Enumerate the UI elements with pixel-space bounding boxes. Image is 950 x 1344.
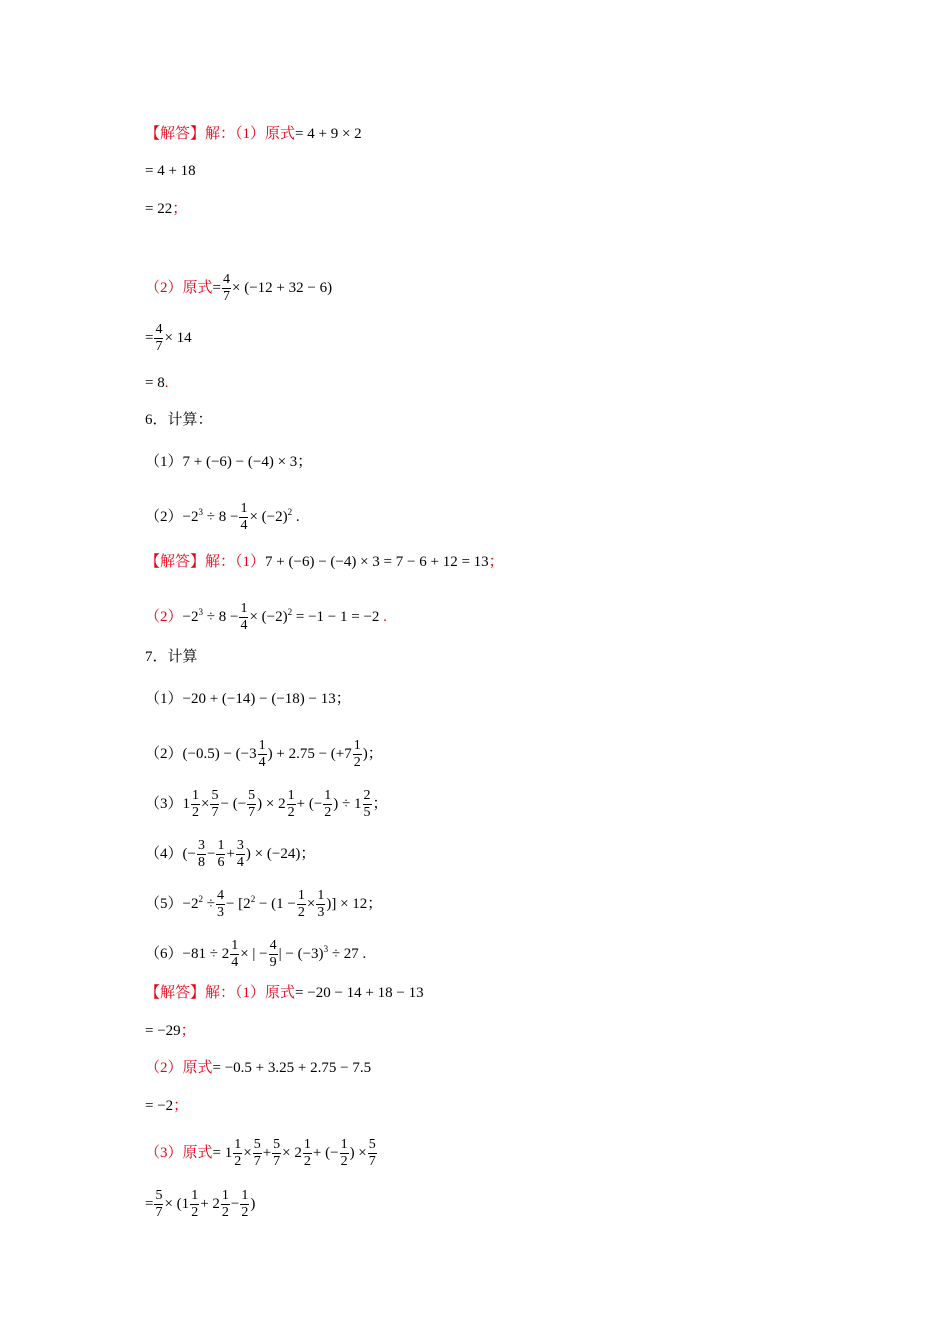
math-expr: (−0.5) − (−3 xyxy=(182,745,257,762)
math-expr: = −20 − 14 + 18 − 13 xyxy=(295,985,424,1001)
denominator: 7 xyxy=(253,1154,261,1169)
denominator: 2 xyxy=(241,1205,249,1220)
denominator: 2 xyxy=(287,805,295,820)
numerator: 1 xyxy=(303,1137,311,1152)
fraction xyxy=(287,788,296,821)
part-label: （1）原式 xyxy=(235,126,296,142)
exponent: 2 xyxy=(250,893,256,904)
math-expr: × xyxy=(201,795,210,812)
numerator: 1 xyxy=(317,888,325,903)
fraction xyxy=(272,1137,281,1170)
q7-item-4 xyxy=(145,838,315,871)
q7-title xyxy=(145,647,198,667)
math-expr: ) xyxy=(250,1195,256,1212)
numerator: 5 xyxy=(248,788,256,803)
fraction xyxy=(239,601,248,634)
math-expr: 7 + (−6) − (−4) × 3 xyxy=(182,454,298,470)
math-expr: = 22 xyxy=(145,201,173,217)
fraction xyxy=(239,501,248,534)
math-expr: = −2 xyxy=(145,1098,174,1114)
numerator: 5 xyxy=(211,788,219,803)
math-expr: ÷ 8 − xyxy=(206,608,239,625)
denominator: 4 xyxy=(236,855,244,870)
numerator: 1 xyxy=(241,1188,249,1203)
fraction xyxy=(253,1137,262,1170)
fraction xyxy=(197,838,206,871)
q6-item-2 xyxy=(145,501,300,534)
denominator: 3 xyxy=(216,905,224,920)
numerator: 3 xyxy=(236,838,244,853)
q6-item-1 xyxy=(145,452,312,472)
math-expr: + 2 xyxy=(200,1195,220,1212)
fraction xyxy=(191,788,200,821)
math-expr: − (− xyxy=(220,795,247,812)
denominator: 9 xyxy=(269,955,277,970)
math-expr: × 2 xyxy=(282,1144,302,1161)
numerator: 4 xyxy=(155,322,163,337)
math-expr: = xyxy=(145,329,154,346)
math-expr: × | − xyxy=(240,945,268,962)
q7-answer-2 xyxy=(145,1058,371,1078)
math-expr: + xyxy=(262,1144,272,1161)
exponent: 3 xyxy=(198,606,203,617)
denominator: 2 xyxy=(324,805,332,820)
fraction xyxy=(236,838,245,871)
denominator: 5 xyxy=(363,805,371,820)
punct: . xyxy=(383,608,387,625)
punct: . xyxy=(295,508,300,525)
part-label: （2）原式 xyxy=(145,1060,213,1076)
fraction xyxy=(230,938,239,971)
numerator: 1 xyxy=(234,1137,242,1152)
punct: ； xyxy=(297,454,313,470)
punct: ； xyxy=(173,1098,189,1114)
q7-answer-1 xyxy=(145,983,424,1003)
denominator: 4 xyxy=(240,618,248,633)
question-title: 6．计算： xyxy=(145,412,213,428)
math-expr: ) × xyxy=(349,1144,367,1161)
numerator: 1 xyxy=(258,738,266,753)
math-expr: −2 xyxy=(182,608,199,625)
math-expr: + (− xyxy=(312,1144,339,1161)
question-title: 7．计算 xyxy=(145,649,198,665)
numerator: 1 xyxy=(240,601,248,616)
numerator: 1 xyxy=(240,501,248,516)
math-expr: × xyxy=(306,895,316,912)
punct: ； xyxy=(335,691,351,707)
answer-label: 【解答】解： xyxy=(145,554,236,570)
fraction xyxy=(154,1188,163,1221)
fraction xyxy=(363,788,372,821)
math-expr: + xyxy=(226,845,235,862)
math-expr: ) xyxy=(362,745,368,762)
item-label: （5） xyxy=(145,895,183,912)
math-expr: 7 + (−6) − (−4) × 3 = 7 − 6 + 12 = 13 xyxy=(265,554,489,570)
fraction xyxy=(210,788,219,821)
denominator: 2 xyxy=(192,805,200,820)
exponent: 3 xyxy=(323,943,329,954)
q6-title xyxy=(145,410,213,430)
fraction xyxy=(340,1137,349,1170)
math-expr: 1 xyxy=(182,795,191,812)
math-expr: = −29 xyxy=(145,1023,181,1039)
math-expr: ÷ 27 xyxy=(331,945,359,962)
q5-answer-line-5 xyxy=(145,322,192,355)
math-expr: ) + 2.75 − (+7 xyxy=(267,745,352,762)
fraction xyxy=(216,888,225,921)
denominator: 2 xyxy=(303,1154,311,1169)
math-expr: = 4 + 9 × 2 xyxy=(295,126,362,142)
math-expr: = 8 xyxy=(145,375,165,391)
punct: ； xyxy=(300,845,316,862)
numerator: 2 xyxy=(363,788,371,803)
item-label: （1） xyxy=(145,454,183,470)
part-label: （3）原式 xyxy=(145,1144,213,1161)
numerator: 4 xyxy=(222,272,230,287)
numerator: 5 xyxy=(368,1137,376,1152)
answer-label: 【解答】解： xyxy=(145,985,236,1001)
punct: . xyxy=(362,945,367,962)
math-expr: = xyxy=(212,279,221,296)
numerator: 1 xyxy=(353,738,361,753)
math-expr: −81 ÷ 2 xyxy=(182,945,230,962)
punct: ； xyxy=(488,554,504,570)
denominator: 2 xyxy=(353,755,361,770)
denominator: 2 xyxy=(221,1205,229,1220)
math-expr: × (−12 + 32 − 6) xyxy=(231,279,333,296)
math-expr: − xyxy=(230,1195,240,1212)
q7-item-3 xyxy=(145,788,388,821)
fraction xyxy=(323,788,332,821)
denominator: 3 xyxy=(317,905,325,920)
item-label: （2） xyxy=(145,508,183,525)
numerator: 1 xyxy=(324,788,332,803)
fraction xyxy=(190,1188,199,1221)
math-expr: − [2 xyxy=(225,895,251,912)
math-expr: ) × 2 xyxy=(257,795,286,812)
fraction xyxy=(247,788,256,821)
math-expr: = 4 + 18 xyxy=(145,163,196,179)
denominator: 7 xyxy=(211,805,219,820)
denominator: 4 xyxy=(231,955,239,970)
fraction xyxy=(303,1137,312,1170)
math-expr: × (−2) xyxy=(249,608,288,625)
numerator: 1 xyxy=(192,788,200,803)
math-expr: ÷ 8 − xyxy=(206,508,239,525)
exponent: 2 xyxy=(287,506,293,517)
math-expr: −2 xyxy=(182,508,199,525)
denominator: 4 xyxy=(240,518,248,533)
item-label: （1） xyxy=(145,691,183,707)
denominator: 2 xyxy=(340,1154,348,1169)
q7-answer-2b xyxy=(145,1096,188,1116)
exponent: 3 xyxy=(198,506,203,517)
numerator: 1 xyxy=(297,888,305,903)
math-expr: − xyxy=(206,845,216,862)
math-expr: ) ÷ 1 xyxy=(333,795,362,812)
math-expr: = −1 − 1 = −2 xyxy=(295,608,380,625)
denominator: 7 xyxy=(248,805,256,820)
denominator: 6 xyxy=(217,855,225,870)
fraction xyxy=(269,938,278,971)
math-expr: − (1 − xyxy=(258,895,296,912)
fraction xyxy=(297,888,306,921)
denominator: 2 xyxy=(297,905,305,920)
q7-item-1 xyxy=(145,689,351,709)
math-expr: ÷ xyxy=(206,895,215,912)
fraction xyxy=(216,838,225,871)
q7-item-2 xyxy=(145,738,383,771)
fraction xyxy=(353,738,362,771)
math-expr: = xyxy=(145,1195,154,1212)
fraction xyxy=(316,888,325,921)
fraction xyxy=(154,322,163,355)
math-expr: = −0.5 + 3.25 + 2.75 − 7.5 xyxy=(212,1060,372,1076)
math-expr: )] × 12 xyxy=(326,895,368,912)
fraction xyxy=(368,1137,377,1170)
exponent: 2 xyxy=(198,893,203,904)
q5-answer-line-6 xyxy=(145,373,168,393)
part-label: （2） xyxy=(145,608,183,625)
denominator: 8 xyxy=(197,855,205,870)
denominator: 7 xyxy=(155,339,163,354)
punct: ； xyxy=(372,795,388,812)
denominator: 2 xyxy=(234,1154,242,1169)
q7-answer-3 xyxy=(145,1137,378,1170)
fraction xyxy=(233,1137,242,1170)
math-expr: −2 xyxy=(182,895,199,912)
punct: ； xyxy=(367,895,383,912)
numerator: 1 xyxy=(340,1137,348,1152)
fraction xyxy=(222,272,231,305)
q6-answer-2 xyxy=(145,601,387,634)
math-expr: −20 + (−14) − (−18) − 13 xyxy=(182,691,336,707)
q7-answer-1b xyxy=(145,1021,196,1041)
numerator: 1 xyxy=(231,938,239,953)
item-label: （3） xyxy=(145,795,183,812)
fraction xyxy=(221,1188,230,1221)
numerator: 4 xyxy=(269,938,277,953)
denominator: 7 xyxy=(155,1205,163,1220)
math-expr: + (− xyxy=(296,795,323,812)
q6-answer-1 xyxy=(145,552,504,572)
math-expr: ) × (−24) xyxy=(245,845,301,862)
math-expr: = 1 xyxy=(212,1144,233,1161)
math-expr: × xyxy=(243,1144,252,1161)
math-expr: × (1 xyxy=(164,1195,190,1212)
math-expr: (− xyxy=(182,845,196,862)
denominator: 2 xyxy=(191,1205,199,1220)
q5-answer-line-1 xyxy=(145,124,362,144)
part-label: （1） xyxy=(235,554,266,570)
part-label: （1）原式 xyxy=(235,985,296,1001)
math-expr: × 14 xyxy=(164,329,192,346)
punct: . xyxy=(164,375,169,391)
q7-item-6 xyxy=(145,938,366,971)
numerator: 1 xyxy=(221,1188,229,1203)
numerator: 5 xyxy=(253,1137,261,1152)
denominator: 7 xyxy=(222,289,230,304)
math-expr: | − (−3) xyxy=(278,945,324,962)
denominator: 7 xyxy=(368,1154,376,1169)
q5-answer-line-2 xyxy=(145,161,196,181)
q5-answer-line-4 xyxy=(145,272,332,305)
numerator: 1 xyxy=(191,1188,199,1203)
item-label: （2） xyxy=(145,745,183,762)
numerator: 4 xyxy=(216,888,224,903)
fraction xyxy=(258,738,267,771)
item-label: （6） xyxy=(145,945,183,962)
exponent: 2 xyxy=(287,606,293,617)
numerator: 3 xyxy=(197,838,205,853)
numerator: 5 xyxy=(155,1188,163,1203)
q7-answer-3b xyxy=(145,1188,255,1221)
math-expr: × (−2) xyxy=(249,508,288,525)
punct: ； xyxy=(172,201,188,217)
item-label: （4） xyxy=(145,845,183,862)
fraction xyxy=(240,1188,249,1221)
part-label: （2）原式 xyxy=(145,279,213,296)
answer-label: 【解答】解： xyxy=(145,126,236,142)
numerator: 1 xyxy=(287,788,295,803)
denominator: 7 xyxy=(273,1154,281,1169)
numerator: 1 xyxy=(217,838,225,853)
numerator: 5 xyxy=(273,1137,281,1152)
q7-item-5 xyxy=(145,888,382,921)
denominator: 4 xyxy=(258,755,266,770)
q5-answer-line-3 xyxy=(145,199,187,219)
punct: ； xyxy=(180,1023,196,1039)
punct: ； xyxy=(367,745,383,762)
